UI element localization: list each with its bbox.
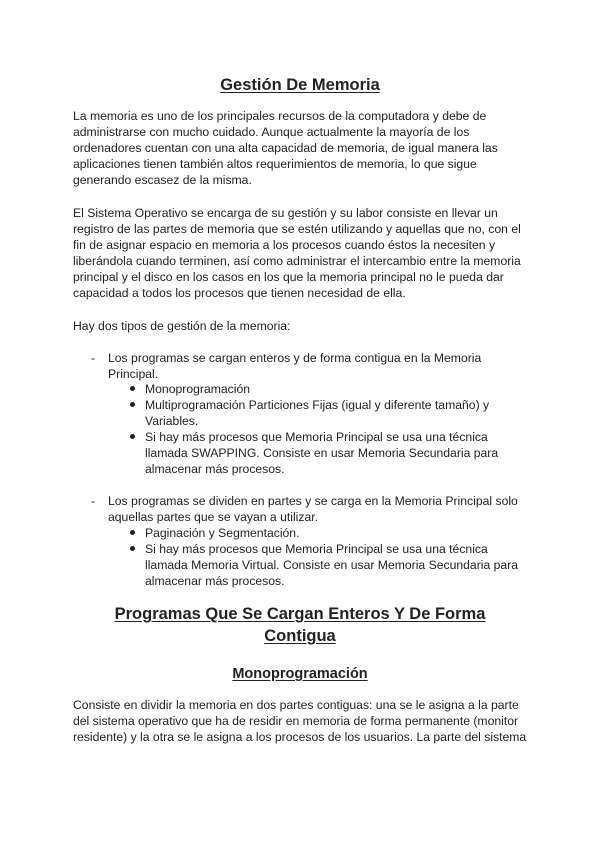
bullet-line: almacenar más procesos. (145, 462, 285, 476)
paragraph-line: Hay dos tipos de gestión de la memoria: (73, 319, 291, 333)
paragraph-line: Consiste en dividir la memoria en dos partes contiguas: una se le asigna a la parte (73, 698, 519, 712)
bullet-text (145, 525, 535, 541)
paragraph-line: capacidad a todos los procesos que tienen necesidad de ella. (73, 286, 406, 300)
bullet-icon (130, 386, 135, 391)
bullet-line: Si hay más procesos que Memoria Principal se usa una técnica (145, 542, 488, 556)
bullet-line: Multiprogramación Particiones Fijas (igual y diferente tamaño) y (145, 398, 490, 412)
paragraph-line: generando escasez de la misma. (73, 173, 252, 187)
bullet-icon (130, 530, 135, 535)
paragraph-line: del sistema operativo que ha de residir en memoria de forma permanente (monitor (73, 714, 519, 728)
bullet-line: almacenar más procesos. (145, 574, 285, 588)
bullet-line: llamada Memoria Virtual. Consiste en usar Memoria Secundaria para (145, 558, 519, 572)
intro-paragraph (73, 108, 528, 188)
dash-marker: - (91, 351, 96, 365)
paragraph-line: principal y el disco en los casos en los que la memoria principal no le pueda dar (73, 270, 504, 284)
paragraph-line: La memoria es uno de los principales recursos de la computadora y debe de (73, 109, 487, 123)
section-heading (70, 603, 530, 647)
bullet-line: llamada SWAPPING. Consiste en usar Memoria Secundaria para (145, 446, 499, 460)
list-line: Principal. (108, 367, 159, 381)
bullet-line: Variables. (145, 414, 199, 428)
bullet-icon (130, 546, 135, 551)
bullet-text (145, 397, 535, 429)
types-intro (73, 318, 528, 334)
paragraph-line: residente) y la otra se le asigna a los procesos de los usuarios. La parte del sistema (73, 730, 527, 744)
bullet-text (145, 429, 535, 477)
bullet-text (145, 381, 535, 397)
type1-text (108, 350, 528, 382)
paragraph-line: fin de asignar espacio en memoria a los procesos cuando éstos la necesiten y (73, 238, 496, 252)
list-line: Los programas se cargan enteros y de forma contigua en la Memoria (108, 351, 482, 365)
page-title: Gestión De Memoria (220, 76, 380, 94)
dash-marker: - (91, 494, 96, 508)
list-line: Los programas se dividen en partes y se carga en la Memoria Principal solo (108, 494, 518, 508)
bullet-line: Si hay más procesos que Memoria Principal se usa una técnica (145, 430, 488, 444)
paragraph-line: aplicaciones tienen también altos requerimientos de memoria, lo que sigue (73, 157, 477, 171)
paragraph-line: registro de las partes de memoria que se estén utilizando y aquellas que no, con el (73, 222, 521, 236)
bullet-icon (130, 402, 135, 407)
bullet-icon (130, 434, 135, 439)
bullet-text (145, 541, 535, 589)
section-heading-line: Programas Que Se Cargan Enteros Y De Forma (114, 605, 486, 623)
subsection-heading: Monoprogramación (232, 666, 368, 682)
type2-text (108, 493, 528, 525)
mono-paragraph (73, 697, 528, 745)
section-heading-line: Contigua (264, 627, 336, 645)
os-paragraph (73, 205, 528, 301)
list-line: aquellas partes que se vayan a utilizar. (108, 510, 319, 524)
paragraph-line: administrarse con mucho cuidado. Aunque actualmente la mayoría de los (73, 125, 470, 139)
bullet-line: Paginación y Segmentación. (145, 526, 300, 540)
bullet-line: Monoprogramación (145, 382, 251, 396)
paragraph-line: El Sistema Operativo se encarga de su gestión y su labor consiste en llevar un (73, 206, 498, 220)
paragraph-line: ordenadores cuentan con una alta capacidad de memoria, de igual manera las (73, 141, 498, 155)
paragraph-line: liberándola cuando terminen, así como administrar el intercambio entre la memoria (73, 254, 521, 268)
